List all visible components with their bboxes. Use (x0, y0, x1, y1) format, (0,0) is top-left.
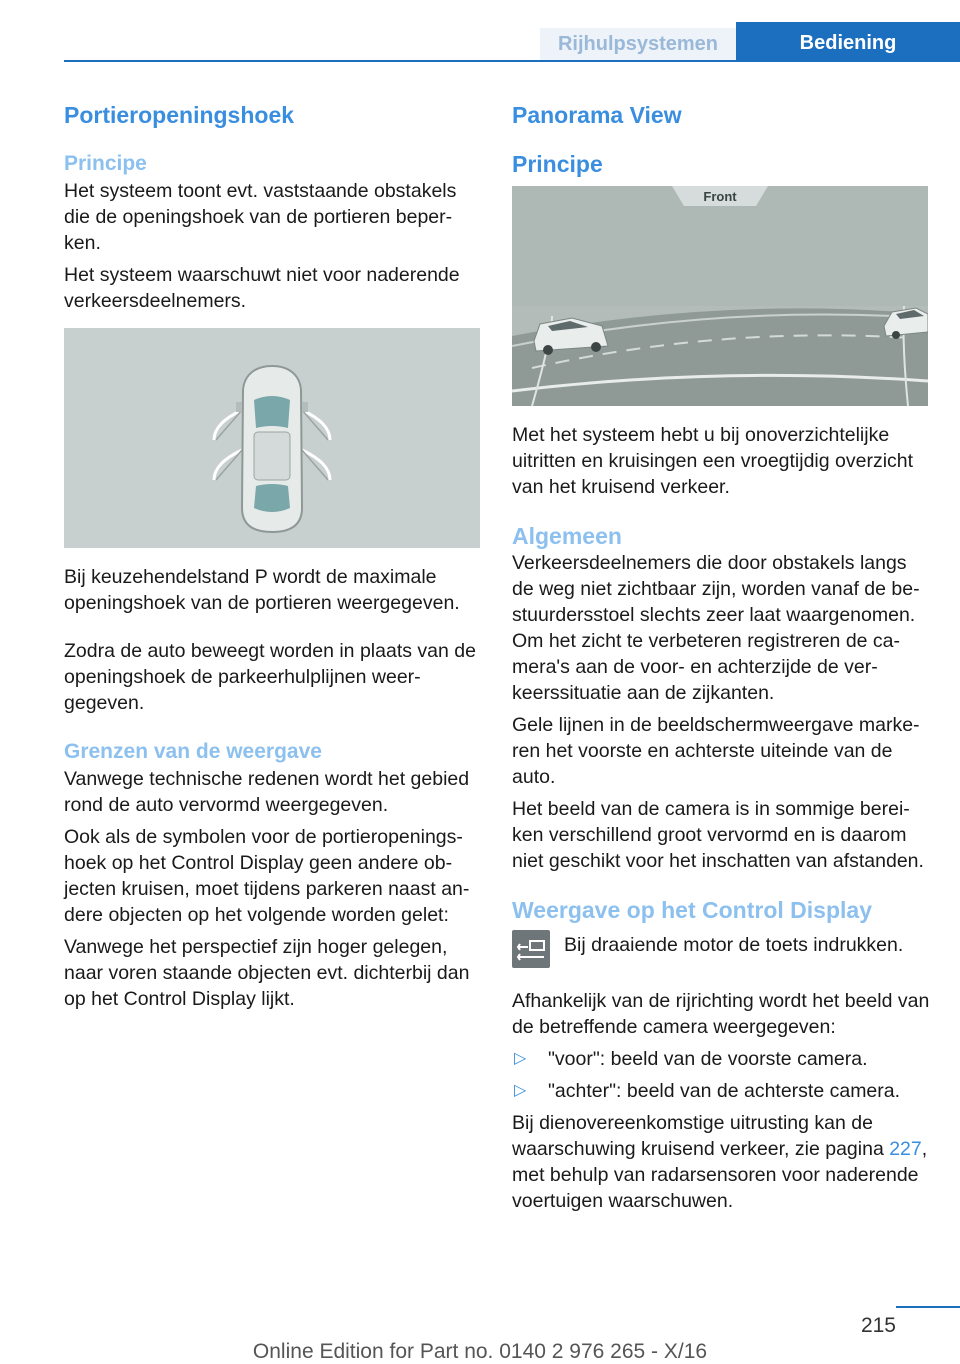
cross-traffic-text-post: , met behulp van radarsensoren voor naderende voertuigen waarschuwen. (512, 1138, 928, 1212)
left-paragraph-7: Vanwege het perspectief zijn hoger gelegen, naar voren staande objecten evt. dichterbij dan op het Control Display lijkt. (64, 936, 470, 1010)
header-rule (64, 60, 960, 62)
right-paragraph-5: Afhankelijk van de rijrichting wordt het beeld van de betreffende camera weergegeven: (512, 990, 930, 1038)
footer-rule (896, 1306, 960, 1308)
left-column (64, 100, 480, 1018)
cross-traffic-text-pre: Bij dienovereenkomstige uitrusting kan de waarschuwing kruisend verkeer, zie pagina (512, 1112, 890, 1160)
page-number: 215 (860, 1314, 896, 1337)
principle-heading-right: Principe (512, 151, 603, 177)
camera-arrows-icon (512, 930, 550, 968)
left-paragraph-6: Ook als de symbolen voor de portieropeningshoek op het Control Display geen andere objecten kruisen, moet tijdens parkeren naast andere objecten op het volgende worden gelet: (64, 826, 470, 926)
list-item (512, 1078, 930, 1104)
tab-rijhulpsystemen[interactable]: Rijhulpsystemen (540, 28, 736, 60)
panorama-front-label: Front (703, 189, 737, 204)
left-paragraph-5: Vanwege technische redenen wordt het gebied rond de auto vervormd weergegeven. (64, 768, 470, 816)
right-paragraph-3: Gele lijnen in de beeldschermweergave markeren het voorste en achterste uiteinde van de auto. (512, 714, 920, 788)
limits-heading: Grenzen van de weergave (64, 740, 322, 763)
page-header (0, 0, 960, 62)
general-heading: Algemeen (512, 523, 622, 549)
top-view-car-illustration (64, 328, 480, 548)
left-paragraph-4: Zodra de auto beweegt worden in plaats van de openingshoek de parkeerhulplijnen weergegeven. (64, 640, 476, 714)
triangle-bullet-icon: ▷ (514, 1082, 527, 1099)
right-paragraph-6 (512, 1110, 930, 1214)
edition-note: Online Edition for Part no. 0140 2 976 265 - X/16 (252, 1340, 708, 1363)
panorama-figure (512, 186, 928, 406)
door-angle-figure (64, 328, 480, 548)
left-paragraph-1: Het systeem toont evt. vaststaande obstakels die de openingshoek van de portieren beperken. (64, 180, 457, 254)
triangle-bullet-icon: ▷ (514, 1050, 527, 1067)
bullet-text: "achter": beeld van de achterste camera. (548, 1080, 901, 1102)
right-paragraph-4: Het beeld van de camera is in sommige bereiken verschillend groot vervormd en is daarom niet geschikt voor het inschatten van afstanden. (512, 798, 924, 872)
panorama-button-icon (512, 930, 550, 968)
page-link-227[interactable]: 227 (889, 1138, 922, 1160)
left-paragraph-3: Bij keuzehendelstand P wordt de maximale openingshoek van de portieren weergegeven. (64, 566, 460, 614)
tab-bediening[interactable]: Bediening (736, 22, 960, 62)
button-instruction (512, 930, 930, 968)
right-paragraph-1: Met het systeem hebt u bij onoverzichtelijke uitritten en kruisingen een vroegtijdig overzicht van het kruisend verkeer. (512, 424, 914, 498)
panorama-camera-illustration (512, 186, 928, 406)
left-paragraph-2: Het systeem waarschuwt niet voor naderende verkeersdeelnemers. (64, 264, 460, 312)
right-column (512, 100, 930, 1220)
button-instruction-text: Bij draaiende motor de toets indrukken. (564, 934, 904, 956)
section-title-door-angle: Portieropeningshoek (64, 102, 295, 128)
principle-heading-left: Principe (64, 152, 147, 175)
right-paragraph-2: Verkeersdeelnemers die door obstakels langs de weg niet zichtbaar zijn, worden vanaf de bestuurdersstoel slechts zeer laat waargenomen. Om het zicht te verbeteren registreren de camera's aan de voor- en achterzijde de verkeerssituatie aan de zijkanten. (512, 552, 920, 704)
bullet-text: "voor": beeld van de voorste camera. (548, 1048, 868, 1070)
section-title-panorama-view: Panorama View (512, 102, 682, 128)
display-heading: Weergave op het Control Display (512, 897, 872, 923)
list-item (512, 1046, 930, 1072)
